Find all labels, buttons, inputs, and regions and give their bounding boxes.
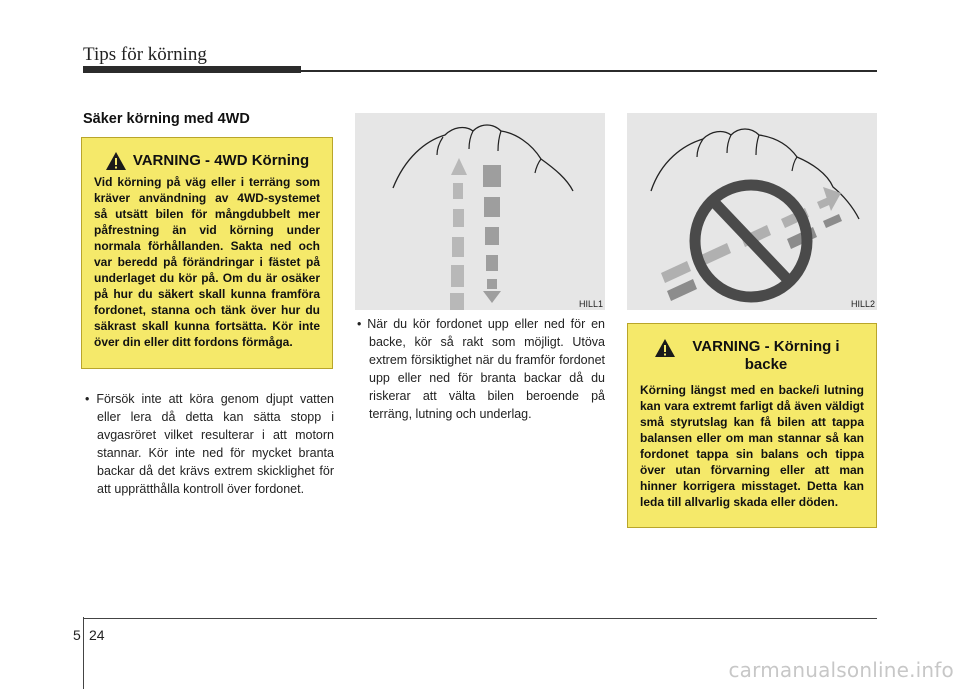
warning-triangle-icon: [654, 338, 676, 358]
warning-box-4wd: [81, 137, 333, 369]
warning-box-hill: [627, 323, 877, 528]
figure-label: HILL2: [850, 299, 875, 309]
warning-title: VARNING - 4WD Körning: [132, 152, 310, 169]
figure-hill-straight: [355, 113, 605, 310]
footer-divider: [83, 617, 84, 689]
watermark: carmanualsonline.info: [728, 658, 954, 682]
footer-rule: [83, 618, 877, 619]
bullet-drive-straight: • När du kör fordonet upp eller ned för en backe, kör så rakt som möjligt. Utöva extrem försiktighet när du framför fordonet upp eller ned för branta backar då du riskerar att välta bilen beroende på terräng, lutning och underlag.: [357, 317, 605, 421]
header-rule-thick: [83, 66, 301, 73]
warning-triangle-icon: [105, 151, 127, 171]
warning-title-row: [94, 138, 320, 172]
bullet-deep-water: • Försök inte att köra genom djupt vatten eller lera då detta kan sätta stopp i avgasröret vilket resulterar i att motorn stannar. Kör inte ned för mycket branta backar då det krävs extrem skicklighet för att upprätthålla kontroll över fordonet.: [85, 392, 334, 496]
warning-title-row: [640, 324, 864, 374]
section-heading: Säker körning med 4WD: [83, 111, 250, 127]
header-rule-thin: [301, 70, 877, 72]
hill-straight-illustration: [355, 113, 605, 310]
warning-title: VARNING - Körning i backe: [692, 338, 840, 373]
page-header-title: Tips för körning: [83, 44, 207, 65]
figure-label: HILL1: [578, 299, 603, 309]
hill-diagonal-illustration: [627, 113, 877, 310]
chapter-number: 5: [73, 627, 81, 643]
figure-hill-diagonal: [627, 113, 877, 310]
warning-body: Körning längst med en backe/i lutning kan vara extremt farligt då även väldigt små styrutslag kan få bilen att tappa balansen eller om man stannar så kan fordonet tappa sin balans och tippa över utan förvarning eller att man hinner korrigera misstaget. Detta kan leda till allvarlig skada eller döden.: [640, 383, 864, 509]
page-number: 24: [89, 627, 105, 643]
warning-body: Vid körning på väg eller i terräng som kräver användning av 4WD-systemet så utsätt bilen för mångdubbelt mer påfrestning än vid körning under normala förhållanden. Sakta ned och var beredd på förändringar i fästet på underlaget du kör på. Om du är osäker på hur du säkert skall kunna framföra fordonet, stanna och tänk över hur du säkrast skall kunna fortsätta. Kör inte över din eller ditt fordons förmåga.: [94, 175, 320, 349]
